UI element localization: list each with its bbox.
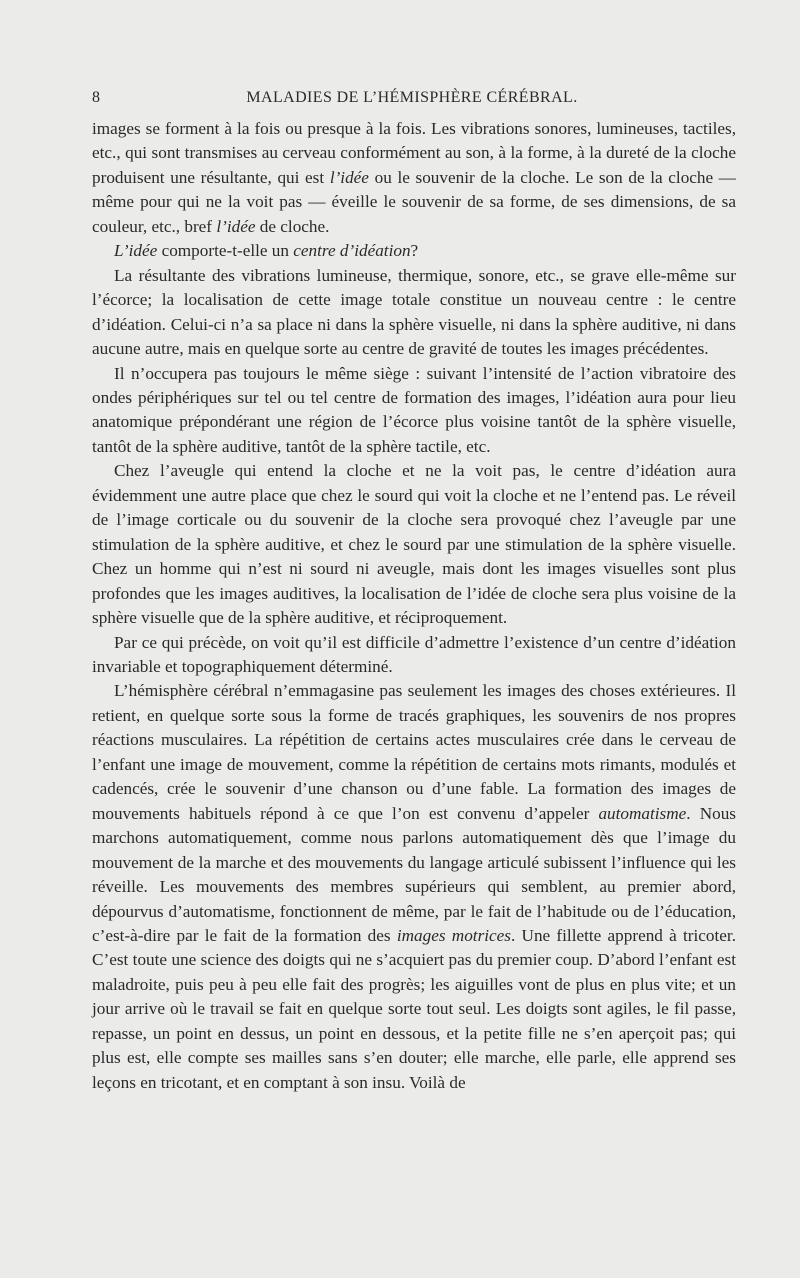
paragraph-6: Par ce qui précède, on voit qu’il est difficile d’admettre l’existence d’un centre d’idéation invariable et topographiquement déterminé.: [92, 632, 736, 676]
emphasis-images-motrices: images motrices: [396, 925, 511, 945]
paragraph-5: Chez l’aveugle qui entend la cloche et ne la voit pas, le centre d’idéation aura évidemment une autre place que chez le sourd qui voit la cloche et ne l’entend pas. Le réveil de l’image corticale ou du souvenir de la cloche sera provoqué chez l’aveugle par une stimulation de la sphère auditive, et chez le sourd par une stimulation de la sphère visuelle. Chez un homme qui n’est ni sourd ni aveugle, mais dont les images visuelles sont plus profondes que les images auditives, la localisation de l’idée de cloche sera plus voisine de la sphère visuelle que de la sphère auditive, et réciproquement.: [92, 461, 736, 628]
emphasis-centre-ideation: centre d’idéation: [293, 241, 411, 261]
running-head: MALADIES DE L’HÉMISPHÈRE CÉRÉBRAL.: [246, 89, 578, 106]
page-header: [92, 89, 732, 111]
paragraph-1: images se forment à la fois ou presque à la fois. Les vibrations sonores, lumineuses, tactiles, etc., qui sont transmises au cerveau conformément au son, à la forme, à la dureté de la cloche produisent une résultante, qui est l’idée ou le souvenir de la cloche. Le son de la cloche — même pour qui ne la voit pas — éveille le souvenir de sa forme, de ses dimensions, de sa couleur, etc., bref l’idée de cloche.: [92, 119, 736, 236]
paragraph-3: La résultante des vibrations lumineuse, thermique, sonore, etc., se grave elle-même sur l’écorce; la localisation de cette image totale constitue un nouveau centre : le centre d’idéation. Celui-ci n’a sa place ni dans la sphère visuelle, ni dans la sphère auditive, ni dans aucune autre, mais en quelque sorte au centre de gravité de toutes les images précédentes.: [92, 265, 736, 359]
emphasis-idee: l’idée: [329, 167, 369, 187]
emphasis-automatisme: automatisme: [598, 803, 687, 823]
paragraph-4: Il n’occupera pas toujours le même siège : suivant l’intensité de l’action vibratoire des ondes périphériques sur tel ou tel centre de formation des images, l’idéation aura pour lieu anatomique prépondérant une région de l’écorce plus voisine tantôt de la sphère visuelle, tantôt de la sphère auditive, tantôt de la sphère tactile, etc.: [92, 363, 736, 456]
body-text: [92, 117, 736, 1095]
emphasis-idee: L’idée: [114, 241, 158, 261]
emphasis-idee: l’idée: [216, 216, 256, 236]
page-number: 8: [92, 89, 101, 106]
paragraph-7: L’hémisphère cérébral n’emmagasine pas seulement les images des choses extérieures. Il retient, en quelque sorte sous la forme de tracés graphiques, les souvenirs de nos propres réactions musculaires. La répétition de certains actes musculaires crée dans le cerveau de l’enfant une image de mouvement, comme la répétition de certains mots rimants, modulés et cadencés, crée le souvenir d’une chanson ou d’une fable. La formation des images de mouvements habituels répond à ce que l’on est convenu d’appeler automatisme. Nous marchons automatiquement, comme nous parlons automatiquement dès que l’image du mouvement de la marche et des mouvements du langage articulé subissent l’influence qui les réveille. Les mouvements des membres supérieurs qui semblent, au premier abord, dépourvus d’automatisme, fonctionnent de même, par le fait de l’habitude ou de l’éducation, c’est-à-dire par le fait de la formation des images motrices. Une fillette apprend à tricoter. C’est toute une science des doigts qui ne s’acquiert pas du premier coup. D’abord l’enfant est maladroite, puis peu à peu elle fait des progrès; les aiguilles vont de plus en plus vite; et un jour arrive où le travail se fait en quelque sorte tout seul. Les doigts sont agiles, le fil passe, repasse, un point en dessus, un point en dessous, et la petite fille ne s’en aperçoit pas; qui plus est, elle compte ses mailles sans s’en douter; elle marche, elle parle, elle apprend ses leçons en tricotant, et en comptant à son insu. Voilà de: [92, 681, 736, 1092]
paragraph-2: L’idée comporte-t-elle un centre d’idéation?: [114, 241, 419, 261]
